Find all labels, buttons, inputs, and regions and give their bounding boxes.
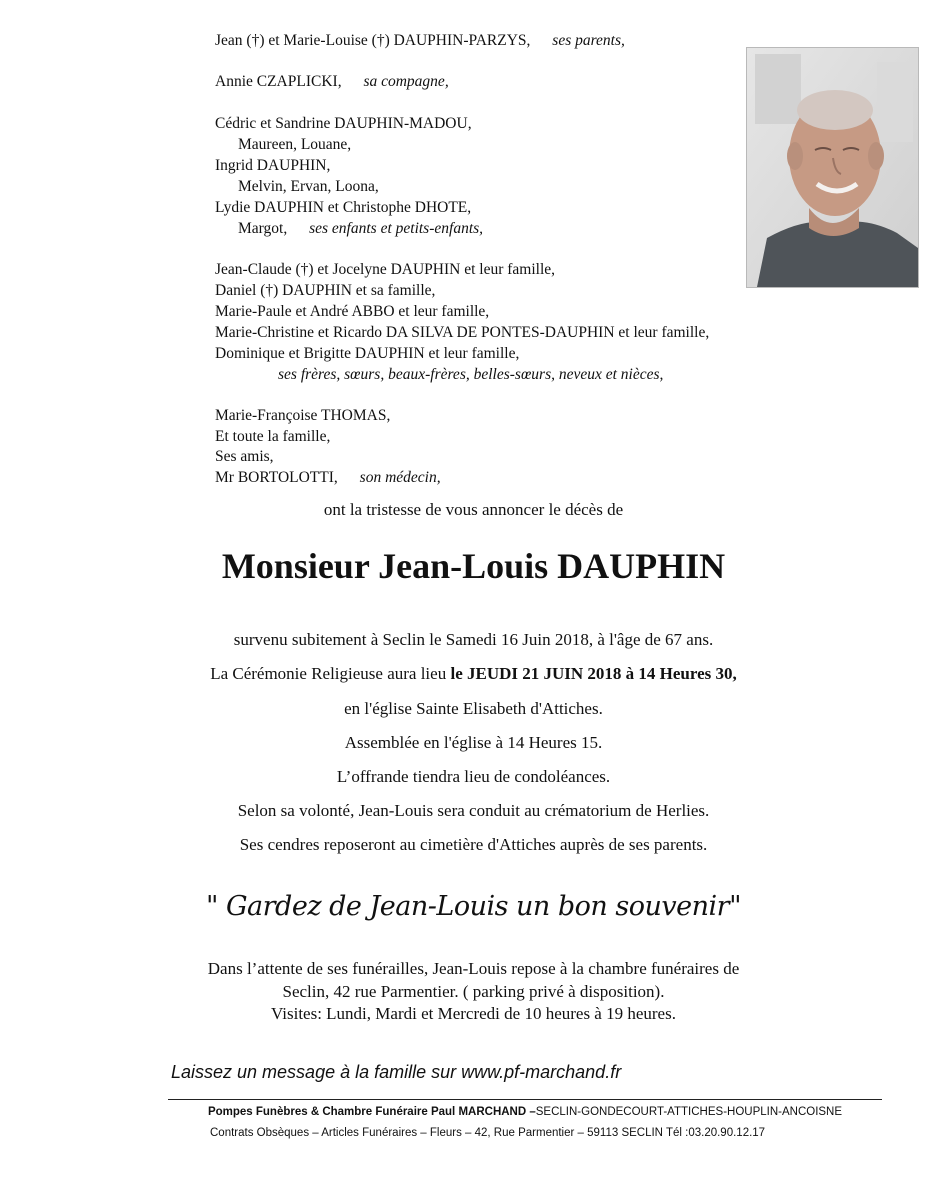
website-message: Laissez un message à la famille sur www.pf-marchand.fr (171, 1062, 622, 1082)
company-name: Pompes Funèbres & Chambre Funéraire Paul MARCHAND – (207, 1106, 536, 1118)
doctor-line (215, 468, 441, 488)
grandchildren-line: Maureen, Louane, (238, 136, 352, 153)
announcement-text: ont la tristesse de vous annoncer le décès de (323, 500, 624, 519)
doctor-role: son médecin, (359, 469, 441, 486)
portrait-photo (746, 47, 919, 288)
parents-line (215, 31, 625, 51)
other-line: Marie-Françoise THOMAS, (215, 407, 391, 424)
footer-divider (168, 1099, 882, 1100)
sibling-line: Jean-Claude (†) et Jocelyne DAUPHIN et leur famille, (215, 261, 556, 278)
companion-names: Annie CZAPLICKI, (215, 73, 342, 90)
ashes-line: Ses cendres reposeront au cimetière d'Attiches auprès de ses parents. (239, 835, 708, 854)
assembly-line: Assemblée en l'église à 14 Heures 15. (344, 733, 603, 752)
visit-line: Seclin, 42 rue Parmentier. ( parking privé à disposition). (282, 982, 665, 1001)
ceremony-date: le JEUDI 21 JUIN 2018 à 14 Heures 30, (450, 664, 737, 683)
doctor-name: Mr BORTOLOTTI, (215, 469, 338, 486)
child-line: Cédric et Sandrine DAUPHIN-MADOU, (215, 115, 472, 132)
deceased-name: Monsieur Jean-Louis DAUPHIN (221, 546, 726, 586)
grandchildren-line: Melvin, Ervan, Loona, (238, 178, 379, 195)
children-role: ses enfants et petits-enfants, (309, 220, 484, 237)
sibling-line: Marie-Paule et André ABBO et leur famille, (215, 303, 490, 320)
grandchildren-line (238, 219, 483, 239)
visit-line: Visites: Lundi, Mardi et Mercredi de 10 heures à 19 heures. (271, 1004, 676, 1023)
portrait-image (747, 48, 918, 287)
ceremony-prefix: La Cérémonie Religieuse aura lieu (210, 664, 451, 683)
offering-line: L’offrande tiendra lieu de condoléances. (336, 767, 611, 786)
other-line: Ses amis, (215, 448, 274, 465)
church-line: en l'église Sainte Elisabeth d'Attiches. (344, 699, 603, 718)
company-places: SECLIN-GONDECOURT-ATTICHES-HOUPLIN-ANCOISNE (535, 1106, 843, 1118)
contracts-line: Contrats Obsèques – Articles Funéraires – Fleurs – 42, Rue Parmentier – 59113 SECLIN Tél :03.20.90.12.17 (210, 1127, 766, 1139)
companion-line (215, 72, 449, 92)
death-details: survenu subitement à Seclin le Samedi 16 Juin 2018, à l'âge de 67 ans. (233, 630, 714, 649)
companion-role: sa compagne, (363, 73, 449, 90)
siblings-role: ses frères, sœurs, beaux-frères, belles-sœurs, neveux et nièces, (278, 366, 664, 383)
parents-names: Jean (†) et Marie-Louise (†) DAUPHIN-PARZYS, (215, 32, 531, 49)
child-line: Ingrid DAUPHIN, (215, 157, 331, 174)
sibling-line: Daniel (†) DAUPHIN et sa famille, (215, 282, 436, 299)
company-line (0, 1106, 947, 1118)
child-line: Lydie DAUPHIN et Christophe DHOTE, (215, 199, 472, 216)
crematorium-line: Selon sa volonté, Jean-Louis sera conduit au crématorium de Herlies. (237, 801, 710, 820)
sibling-line: Marie-Christine et Ricardo DA SILVA DE PONTES-DAUPHIN et leur famille, (215, 324, 710, 341)
visit-line: Dans l’attente de ses funérailles, Jean-Louis repose à la chambre funéraires de (207, 959, 740, 978)
grandchild-name: Margot, (238, 220, 288, 237)
memorial-quote: " Gardez de Jean-Louis un bon souvenir" (205, 891, 741, 922)
parents-role: ses parents, (552, 32, 625, 49)
other-line: Et toute la famille, (215, 428, 331, 445)
ceremony-line (0, 663, 947, 685)
sibling-line: Dominique et Brigitte DAUPHIN et leur famille, (215, 345, 520, 362)
